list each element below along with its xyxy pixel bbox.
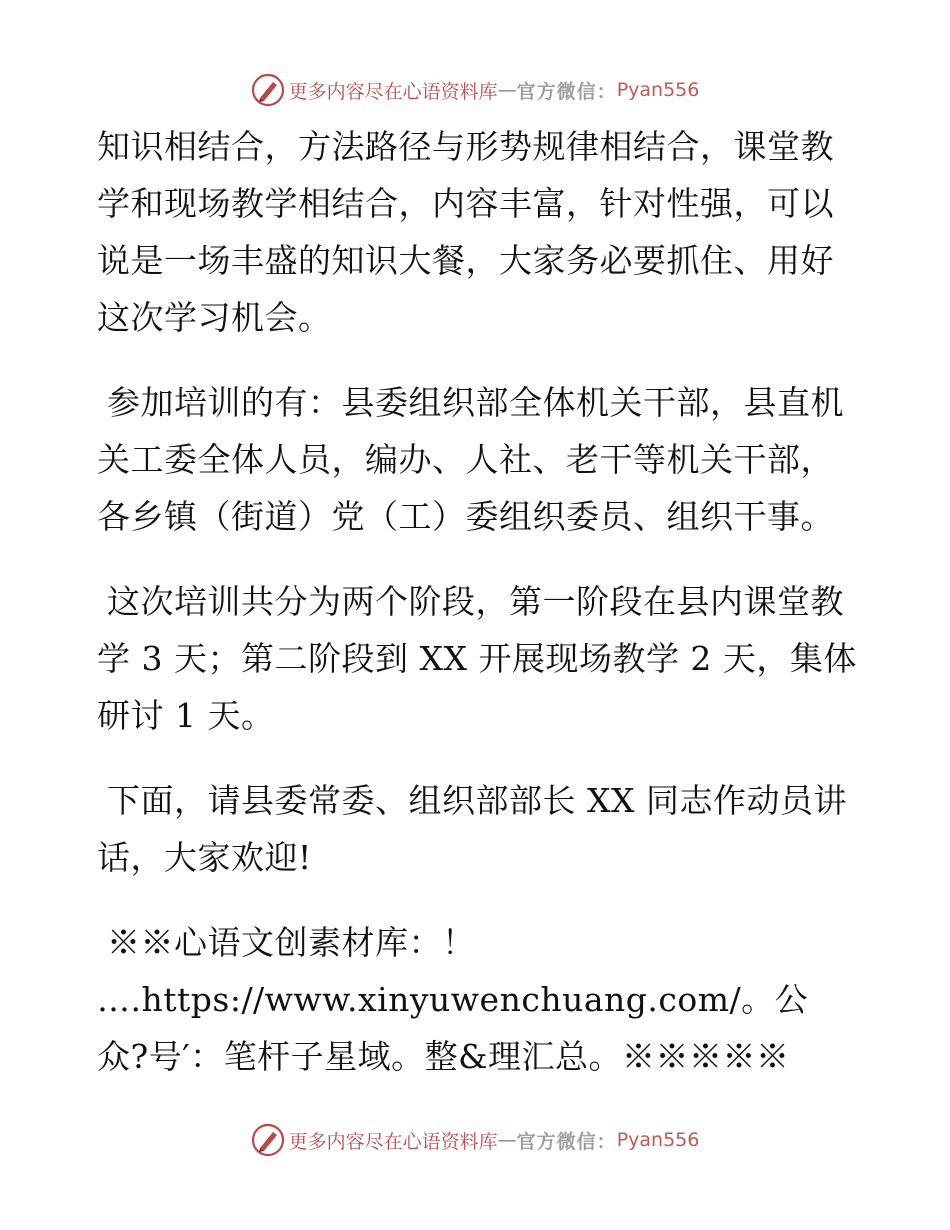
paragraph-3: 这次培训共分为两个阶段，第一阶段在县内课堂教学 3 天；第二阶段到 XX 开展现场教学 2 天，集体研讨 1 天。: [97, 582, 857, 735]
banner-site-text: 更多内容尽在心语资料库: [288, 1130, 498, 1153]
header-banner: [0, 70, 950, 110]
banner-wechat-label: 官方微信：: [516, 1130, 617, 1153]
paragraph-2: 参加培训的有：县委组织部全体机关干部，县直机关工委全体人员，编办、人社、老干等机关干部，各乡镇（街道）党（工）委组织委员、组织干事。: [97, 383, 844, 536]
paragraph-1: 知识相结合，方法路径与形势规律相结合，课堂教学和现场教学相结合，内容丰富，针对性强，可以说是一场丰盛的知识大餐，大家务必要抓住、用好这次学习机会。: [97, 127, 834, 337]
banner-wechat-id: Pyan556: [616, 1129, 700, 1151]
banner-wechat-id: Pyan556: [616, 79, 700, 101]
pen-logo-icon: [251, 73, 285, 107]
banner-separator: —: [497, 1129, 517, 1151]
banner-separator: —: [497, 79, 517, 101]
paragraph-5: ※※心语文创素材库：！ ….https://www.xinyuwenchuang.com/。公众?号′：笔杆子星域。整&理汇总。※※※※※: [97, 923, 809, 1076]
footer-banner: [0, 1120, 950, 1160]
document-body: [97, 118, 857, 1113]
paragraph-4: 下面，请县委常委、组织部部长 XX 同志作动员讲话，大家欢迎!: [97, 781, 847, 877]
banner-site-text: 更多内容尽在心语资料库: [288, 80, 498, 103]
pen-logo-icon: [251, 1123, 285, 1157]
banner-wechat-label: 官方微信：: [516, 80, 617, 103]
